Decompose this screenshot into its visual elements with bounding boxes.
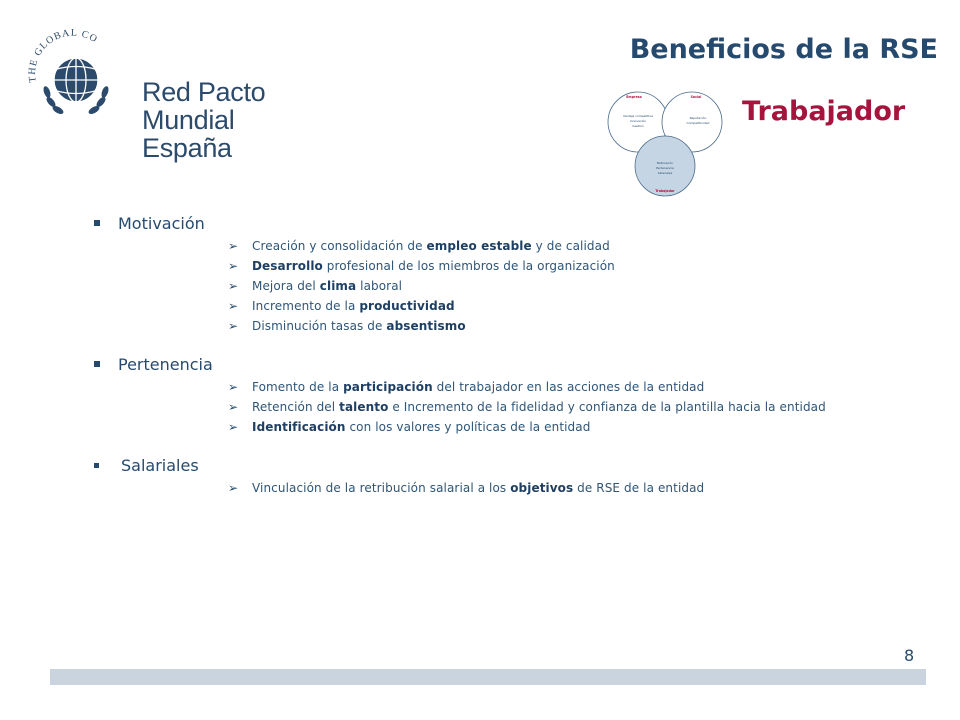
section-heading bbox=[94, 351, 894, 377]
global-compact-seal-icon bbox=[18, 20, 128, 130]
venn-text-social-2: Competitividad bbox=[686, 121, 710, 125]
venn-label-trabajador: Trabajador bbox=[655, 189, 675, 193]
page-title: Beneficios de la RSE bbox=[629, 34, 938, 65]
section-heading-text: Salariales bbox=[121, 455, 199, 475]
arrow-bullet-icon: ➢ bbox=[228, 400, 239, 414]
list-item: ➢ Identificación con los valores y políticas de la entidad bbox=[228, 420, 591, 434]
arrow-bullet-icon: ➢ bbox=[228, 481, 239, 495]
arrow-bullet-icon: ➢ bbox=[228, 380, 239, 394]
seal-text: THE GLOBAL CO bbox=[26, 27, 100, 84]
item-list bbox=[94, 239, 894, 333]
logo-wordmark bbox=[142, 78, 338, 162]
logo-name-line2: España bbox=[142, 133, 232, 163]
square-bullet-icon bbox=[94, 220, 100, 226]
section-salariales bbox=[94, 452, 894, 495]
benefits-content bbox=[94, 210, 894, 513]
item-list bbox=[94, 380, 894, 434]
arrow-bullet-icon: ➢ bbox=[228, 420, 239, 434]
venn-text-trabajador-3: Salariales bbox=[657, 171, 673, 175]
section-motivacion bbox=[94, 210, 894, 333]
venn-diagram bbox=[600, 86, 730, 208]
arrow-bullet-icon: ➢ bbox=[228, 299, 239, 313]
arrow-bullet-icon: ➢ bbox=[228, 239, 239, 253]
venn-text-empresa-1: Ventaja competitiva bbox=[623, 114, 653, 118]
list-item: ➢ Creación y consolidación de empleo estable y de calidad bbox=[228, 239, 610, 253]
list-item: ➢ Disminución tasas de absentismo bbox=[228, 319, 466, 333]
list-item: ➢ Desarrollo profesional de los miembros de la organización bbox=[228, 259, 615, 273]
section-heading-text: Pertenencia bbox=[118, 354, 213, 374]
list-item: ➢ Vinculación de la retribución salarial a los objetivos de RSE de la entidad bbox=[228, 481, 705, 495]
venn-label-empresa: Empresa bbox=[626, 95, 642, 99]
page-number: 8 bbox=[904, 646, 915, 665]
list-item: ➢ Retención del talento e Incremento de la fidelidad y confianza de la plantilla hacia la entidad bbox=[228, 400, 826, 414]
list-item: ➢ Mejora del clima laboral bbox=[228, 279, 403, 293]
section-heading bbox=[94, 452, 894, 478]
square-bullet-icon bbox=[94, 361, 100, 367]
list-item: ➢ Fomento de la participación del trabajador en las acciones de la entidad bbox=[228, 380, 705, 394]
arrow-bullet-icon: ➢ bbox=[228, 279, 239, 293]
footer-bar bbox=[50, 669, 926, 685]
square-bullet-icon bbox=[94, 463, 99, 468]
section-heading-text: Motivación bbox=[118, 213, 205, 233]
list-item: ➢ Incremento de la productividad bbox=[228, 299, 455, 313]
item-list bbox=[94, 481, 894, 495]
section-pertenencia bbox=[94, 351, 894, 434]
venn-text-trabajador-2: Pertenencia bbox=[656, 166, 674, 170]
arrow-bullet-icon: ➢ bbox=[228, 259, 239, 273]
section-heading bbox=[94, 210, 894, 236]
page-subtitle: Trabajador bbox=[742, 96, 906, 127]
venn-text-trabajador-1: Motivación bbox=[656, 161, 674, 165]
logo-name-line1: Red Pacto Mundial bbox=[142, 77, 266, 135]
venn-text-empresa-2: Innovación bbox=[629, 119, 647, 123]
venn-text-empresa-3: Gestión bbox=[632, 124, 644, 128]
venn-text-social-1: Reputación bbox=[689, 116, 707, 120]
logo bbox=[18, 20, 338, 163]
arrow-bullet-icon: ➢ bbox=[228, 319, 239, 333]
venn-label-social: Social bbox=[690, 95, 702, 99]
